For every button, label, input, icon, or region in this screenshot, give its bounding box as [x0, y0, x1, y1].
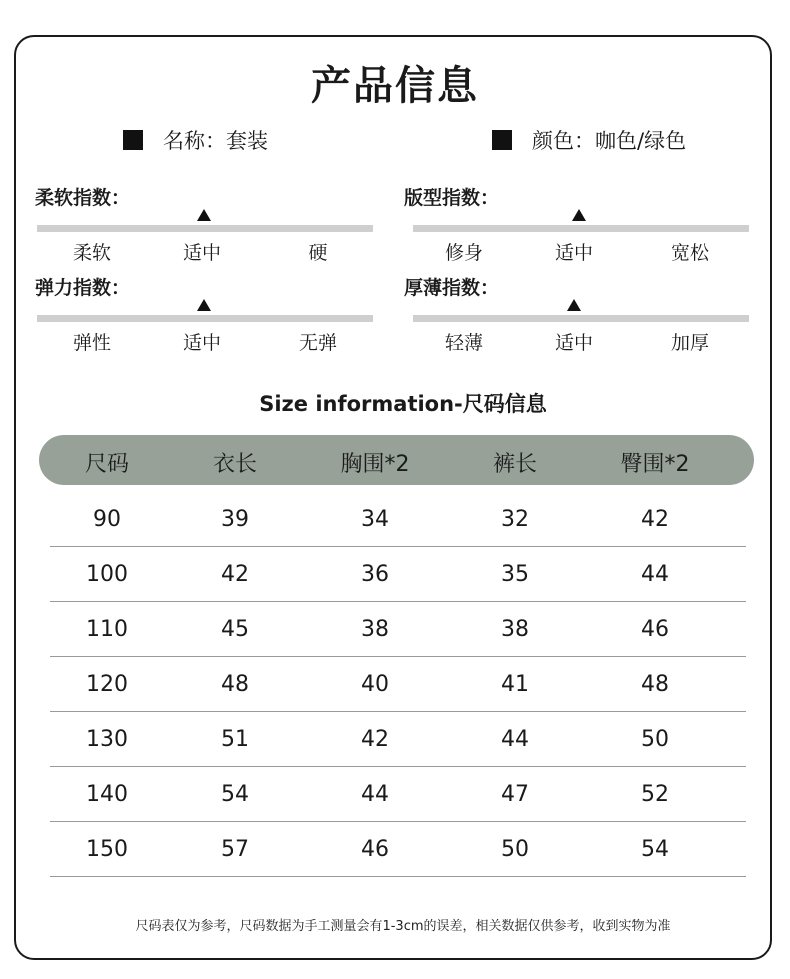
table-cell: 46	[361, 837, 389, 862]
scale-option: 加厚	[670, 332, 709, 354]
header-cell: 臀围*2	[620, 452, 690, 477]
thickness-index-label: 厚薄指数：	[404, 277, 500, 299]
table-cell: 50	[501, 837, 529, 862]
footnote: 尺码表仅为参考，尺码数据为手工测量会有1-3cm的误差，相关数据仅供参考，收到实物为准	[135, 919, 671, 934]
table-cell: 44	[501, 727, 529, 752]
softness-index-label: 柔软指数：	[35, 187, 131, 209]
table-cell: 48	[641, 672, 669, 697]
table-cell: 38	[501, 617, 529, 642]
table-cell: 47	[501, 782, 529, 807]
table-cell: 38	[361, 617, 389, 642]
table-cell: 100	[86, 562, 128, 587]
table-row	[50, 821, 746, 877]
table-cell: 57	[221, 837, 249, 862]
table-cell: 34	[361, 507, 389, 532]
table-row	[50, 601, 746, 657]
scale-option: 适中	[554, 332, 593, 354]
elasticity-scale	[37, 299, 373, 354]
info-color-text: 颜色：咖色/绿色	[532, 129, 687, 153]
table-cell: 90	[93, 507, 121, 532]
scale-option: 适中	[554, 242, 593, 264]
table-cell: 140	[86, 782, 128, 807]
table-cell: 150	[86, 837, 128, 862]
table-row	[50, 766, 746, 822]
table-cell: 130	[86, 727, 128, 752]
indicator-triangle-icon	[567, 299, 581, 311]
table-row	[50, 546, 746, 602]
table-cell: 110	[86, 617, 128, 642]
info-name	[123, 125, 268, 155]
indicator-triangle-icon	[197, 299, 211, 311]
scale-option: 柔软	[72, 242, 111, 264]
table-cell: 42	[641, 507, 669, 532]
table-cell: 52	[641, 782, 669, 807]
header-cell: 尺码	[84, 452, 129, 477]
size-table-header	[39, 435, 754, 485]
scale-option: 适中	[182, 242, 221, 264]
table-cell: 54	[221, 782, 249, 807]
table-cell: 32	[501, 507, 529, 532]
scale-option: 硬	[308, 242, 328, 264]
table-cell: 44	[361, 782, 389, 807]
square-bullet-icon	[123, 130, 143, 150]
indicator-triangle-icon	[197, 209, 211, 221]
table-cell: 48	[221, 672, 249, 697]
scale-bar	[37, 315, 373, 322]
table-cell: 120	[86, 672, 128, 697]
header-cell: 胸围*2	[340, 452, 410, 477]
thickness-scale	[413, 299, 749, 354]
softness-scale	[37, 209, 373, 264]
table-cell: 51	[221, 727, 249, 752]
table-cell: 50	[641, 727, 669, 752]
table-cell: 42	[361, 727, 389, 752]
scale-bar	[413, 315, 749, 322]
table-cell: 45	[221, 617, 249, 642]
table-row	[50, 491, 746, 547]
table-cell: 46	[641, 617, 669, 642]
info-name-text: 名称：套装	[163, 129, 268, 153]
info-color	[492, 125, 686, 155]
fit-scale	[413, 209, 749, 264]
scale-bar	[413, 225, 749, 232]
scale-option: 适中	[182, 332, 221, 354]
scale-option: 弹性	[72, 332, 111, 354]
table-cell: 40	[361, 672, 389, 697]
page-title: 产品信息	[311, 63, 479, 109]
header-cell: 裤长	[492, 452, 537, 477]
table-cell: 36	[361, 562, 389, 587]
table-cell: 54	[641, 837, 669, 862]
header-cell: 衣长	[212, 452, 257, 477]
table-row	[50, 711, 746, 767]
elasticity-index-label: 弹力指数：	[35, 277, 131, 299]
table-row	[50, 656, 746, 712]
table-cell: 35	[501, 562, 529, 587]
scale-option: 修身	[444, 242, 483, 264]
square-bullet-icon	[492, 130, 512, 150]
scale-option: 轻薄	[444, 332, 483, 354]
table-cell: 41	[501, 672, 529, 697]
indicator-triangle-icon	[572, 209, 586, 221]
scale-bar	[37, 225, 373, 232]
table-cell: 44	[641, 562, 669, 587]
table-cell: 39	[221, 507, 249, 532]
table-cell: 42	[221, 562, 249, 587]
size-section-title: Size information-尺码信息	[259, 392, 547, 416]
scale-option: 宽松	[670, 242, 709, 264]
fit-index-label: 版型指数：	[404, 187, 500, 209]
scale-option: 无弹	[298, 332, 337, 354]
